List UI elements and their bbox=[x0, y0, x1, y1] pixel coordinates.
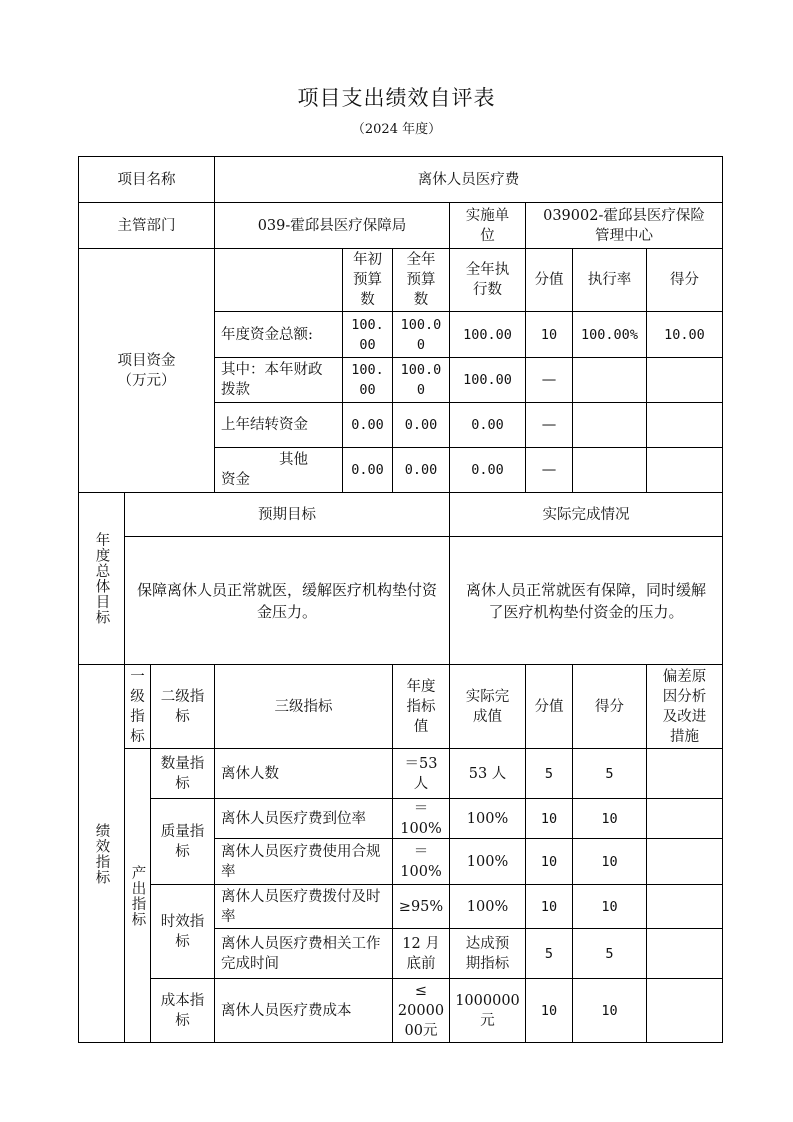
indicator-score-value: 10 bbox=[526, 839, 573, 885]
score-value-header: 分值 bbox=[526, 665, 573, 749]
indicator-actual: 达成预 期指标 bbox=[450, 929, 526, 979]
funds-row-exec: 0.00 bbox=[450, 448, 526, 493]
funds-row-annual: 0.00 bbox=[393, 403, 450, 448]
funds-row-label: 上年结转资金 bbox=[215, 403, 343, 448]
funds-row-exec: 100.00 bbox=[450, 312, 526, 358]
timeliness-indicator-label: 时效指 标 bbox=[151, 885, 215, 979]
funds-row-initial: 0.00 bbox=[343, 403, 393, 448]
funds-header-rate: 执行率 bbox=[573, 249, 647, 312]
score-header: 得分 bbox=[573, 665, 647, 749]
indicator-actual: 1000000 元 bbox=[450, 979, 526, 1043]
funds-row-annual: 100.0 0 bbox=[393, 312, 450, 358]
expected-goal-text: 保障离休人员正常就医，缓解医疗机构垫付资金压力。 bbox=[125, 537, 450, 665]
funds-header-annual: 全年 预算 数 bbox=[393, 249, 450, 312]
actual-completion-header: 实际完成情况 bbox=[450, 493, 723, 537]
indicator-target: ≥95% bbox=[393, 885, 450, 929]
indicator-target: ＝53 人 bbox=[393, 749, 450, 799]
indicator-score: 10 bbox=[573, 885, 647, 929]
indicator-score: 10 bbox=[573, 799, 647, 839]
indicator-actual: 100% bbox=[450, 839, 526, 885]
funds-row-score-value: — bbox=[526, 448, 573, 493]
funds-row-label: 其中：本年财政 拨款 bbox=[215, 358, 343, 403]
indicator-score-value: 10 bbox=[526, 979, 573, 1043]
indicator-score: 5 bbox=[573, 749, 647, 799]
level2-header: 二级指 标 bbox=[151, 665, 215, 749]
indicator-actual: 100% bbox=[450, 799, 526, 839]
funds-row-exec: 100.00 bbox=[450, 358, 526, 403]
funds-row-score-value: — bbox=[526, 403, 573, 448]
funds-header-blank bbox=[215, 249, 343, 312]
indicator-score-value: 5 bbox=[526, 749, 573, 799]
implementing-unit-label: 实施单 位 bbox=[450, 203, 526, 249]
funds-row-score bbox=[647, 448, 723, 493]
level3-header: 三级指标 bbox=[215, 665, 393, 749]
funds-header-score: 得分 bbox=[647, 249, 723, 312]
funds-row-score: 10.00 bbox=[647, 312, 723, 358]
indicator-score-value: 5 bbox=[526, 929, 573, 979]
indicator-deviation bbox=[647, 885, 723, 929]
annual-goals-label: 年度总体目标 bbox=[79, 493, 125, 665]
evaluation-table bbox=[78, 156, 723, 1043]
department-value: 039-霍邱县医疗保障局 bbox=[215, 203, 450, 249]
funds-row-rate bbox=[573, 448, 647, 493]
indicator-name: 离休人数 bbox=[215, 749, 393, 799]
indicator-deviation bbox=[647, 799, 723, 839]
funds-row-initial: 0.00 bbox=[343, 448, 393, 493]
indicator-name: 离休人员医疗费使用合规 率 bbox=[215, 839, 393, 885]
page-title: 项目支出绩效自评表 bbox=[297, 86, 496, 110]
indicator-deviation bbox=[647, 929, 723, 979]
expected-goal-header: 预期目标 bbox=[125, 493, 450, 537]
output-indicator-label: 产出指标 bbox=[125, 749, 151, 1043]
indicator-target: 12 月 底前 bbox=[393, 929, 450, 979]
project-name-label: 项目名称 bbox=[79, 157, 215, 203]
indicator-deviation bbox=[647, 749, 723, 799]
annual-target-header: 年度 指标 值 bbox=[393, 665, 450, 749]
cost-indicator-label: 成本指 标 bbox=[151, 979, 215, 1043]
level1-header: 一级指标 bbox=[125, 665, 151, 749]
funds-row-score bbox=[647, 403, 723, 448]
department-label: 主管部门 bbox=[79, 203, 215, 249]
funds-row-rate bbox=[573, 358, 647, 403]
indicator-target: ＝ 100% bbox=[393, 799, 450, 839]
funds-row-initial: 100. 00 bbox=[343, 312, 393, 358]
funds-row-score-value: — bbox=[526, 358, 573, 403]
funds-row-annual: 100.0 0 bbox=[393, 358, 450, 403]
actual-completion-text: 离休人员正常就医有保障，同时缓解了医疗机构垫付资金的压力。 bbox=[450, 537, 723, 665]
indicator-deviation bbox=[647, 839, 723, 885]
implementing-unit-value: 039002-霍邱县医疗保险 管理中心 bbox=[526, 203, 723, 249]
indicator-target: ＝ 100% bbox=[393, 839, 450, 885]
funds-row-score-value: 10 bbox=[526, 312, 573, 358]
indicator-score: 10 bbox=[573, 979, 647, 1043]
funds-row-exec: 0.00 bbox=[450, 403, 526, 448]
funds-header-initial: 年初 预算 数 bbox=[343, 249, 393, 312]
indicator-name: 离休人员医疗费成本 bbox=[215, 979, 393, 1043]
funds-row-initial: 100. 00 bbox=[343, 358, 393, 403]
indicator-target: ≤ 20000 00元 bbox=[393, 979, 450, 1043]
indicator-score-value: 10 bbox=[526, 885, 573, 929]
funds-header-exec: 全年执 行数 bbox=[450, 249, 526, 312]
performance-indicators-label: 绩效指标 bbox=[79, 665, 125, 1043]
actual-value-header: 实际完 成值 bbox=[450, 665, 526, 749]
funds-row-rate: 100.00% bbox=[573, 312, 647, 358]
indicator-score: 5 bbox=[573, 929, 647, 979]
funds-row-label: 其他 资金 bbox=[215, 448, 343, 493]
indicator-name: 离休人员医疗费拨付及时 率 bbox=[215, 885, 393, 929]
quantity-indicator-label: 数量指 标 bbox=[151, 749, 215, 799]
funds-label: 项目资金 （万元） bbox=[79, 249, 215, 493]
indicator-actual: 100% bbox=[450, 885, 526, 929]
funds-header-score-value: 分值 bbox=[526, 249, 573, 312]
indicator-name: 离休人员医疗费到位率 bbox=[215, 799, 393, 839]
indicator-actual: 53 人 bbox=[450, 749, 526, 799]
indicator-deviation bbox=[647, 979, 723, 1043]
funds-row-label: 年度资金总额: bbox=[215, 312, 343, 358]
indicator-score-value: 10 bbox=[526, 799, 573, 839]
indicator-name: 离休人员医疗费相关工作 完成时间 bbox=[215, 929, 393, 979]
quality-indicator-label: 质量指 标 bbox=[151, 799, 215, 885]
page-subtitle: （2024 年度） bbox=[351, 122, 442, 137]
indicator-score: 10 bbox=[573, 839, 647, 885]
deviation-header: 偏差原 因分析 及改进 措施 bbox=[647, 665, 723, 749]
funds-row-rate bbox=[573, 403, 647, 448]
project-name-value: 离休人员医疗费 bbox=[215, 157, 723, 203]
funds-row-score bbox=[647, 358, 723, 403]
funds-row-annual: 0.00 bbox=[393, 448, 450, 493]
